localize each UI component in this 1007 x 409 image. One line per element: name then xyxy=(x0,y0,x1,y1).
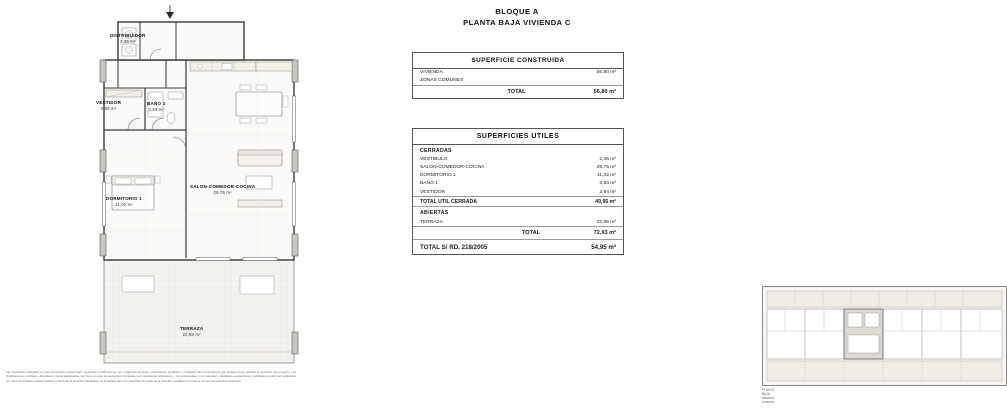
row-label: BAÑO 1 xyxy=(420,181,438,187)
legal-disclaimer: Las superficies reflejadas en este documento podrán sufrir pequeñas modificaciones por exigencias técnicas, urbanísticas, de diseño o cualquier otra circunstancia que pudiera surgir durante la ejecución del proyecto. Las distribuciones, mobiliario, decoración, zonas ajardinadas, así como el resto de elementos mostrados son meramente orientativos y no contractuales. Los materiales, calidades, equipamiento y acabados podrán ser sustituidos por otros de similares características a criterio de la dirección facultativa. La superficie útil es la superficie del suelo de la vivienda, medida por el interior de sus cerramientos exteriores. xyxy=(6,370,296,383)
rd-total-value: 54,95 m² xyxy=(591,244,616,252)
table-row xyxy=(413,163,623,171)
section-label: ABIERTAS xyxy=(420,210,449,217)
unit-name: PLANTA BAJA VIVIENDA C xyxy=(463,18,571,27)
row-label: VIVIENDA xyxy=(420,70,443,76)
built-area-title: SUPERFICIE CONSTRUIDA xyxy=(471,57,565,64)
table-row xyxy=(413,69,623,77)
row-value: 3,83 m² xyxy=(599,181,616,187)
room-label-dormitorio-1: DORMITORIO 1 11,02 m² xyxy=(106,196,143,208)
plan-title xyxy=(412,7,622,27)
floor-plan-drawing xyxy=(0,0,375,409)
table-row-subtotal xyxy=(413,197,623,207)
table-row xyxy=(413,180,623,188)
subtotal-value: 49,95 m² xyxy=(554,197,623,207)
room-label-bano-1: BAÑO 1 3,83 m² xyxy=(147,101,166,113)
row-label: VESTIBULO xyxy=(420,156,448,162)
table-row-rd-total xyxy=(413,240,623,255)
table-row xyxy=(413,172,623,180)
section-header-open xyxy=(413,207,623,218)
row-value: 22,98 m² xyxy=(554,218,623,227)
usable-area-box xyxy=(412,128,624,255)
key-plan-note: PLANTA BAJA · situación vivienda xyxy=(762,388,775,404)
table-row-total xyxy=(413,227,623,240)
total-value: 56,80 m² xyxy=(593,89,616,96)
info-panel xyxy=(378,0,775,409)
row-label: ZONAS COMUNES xyxy=(413,77,540,86)
table-row xyxy=(413,188,623,197)
floor-plan xyxy=(0,0,375,409)
row-label: TERRAZA xyxy=(413,218,554,227)
section-label: CERRADAS xyxy=(420,147,452,154)
total-label: TOTAL xyxy=(413,227,554,240)
room-label-vestidor: VESTIDOR 3,89 m² xyxy=(96,100,122,112)
subtotal-label: TOTAL UTIL CERRADA xyxy=(413,197,554,207)
built-area-table xyxy=(413,69,623,98)
row-label: VESTIDOR xyxy=(413,188,554,197)
table-row xyxy=(413,77,623,86)
total-value: 72,93 m² xyxy=(554,227,623,240)
row-value xyxy=(540,77,623,86)
section-header-closed xyxy=(413,145,623,156)
usable-area-table xyxy=(413,145,623,255)
table-row-total xyxy=(413,86,623,99)
row-value: 2,94 m² xyxy=(554,188,623,197)
built-area-box xyxy=(412,52,624,99)
row-value: 2,46 m² xyxy=(599,156,616,162)
row-value: 56,80 m² xyxy=(596,70,616,76)
room-label-salon-comedor-cocina: SALON-COMEDOR-COCINA 29,75 m² xyxy=(190,184,256,196)
row-value: 29,75 m² xyxy=(596,165,616,171)
key-plan-drawing xyxy=(763,287,1006,385)
room-label-distribuidor: DISTRIBUIDOR 2,46 m² xyxy=(110,33,146,45)
rd-total-label: TOTAL S/ RD. 218/2005 xyxy=(420,244,488,252)
table-row xyxy=(413,155,623,163)
row-label: DORMITORIO 1 xyxy=(420,173,456,179)
table-row xyxy=(413,218,623,227)
row-value: 11,02 m² xyxy=(597,173,616,179)
room-label-terraza: TERRAZA 22,98 m² xyxy=(180,326,204,338)
usable-area-title: SUPERFICIES UTILES xyxy=(476,133,560,140)
total-label: TOTAL xyxy=(507,89,526,96)
block-name: BLOQUE A xyxy=(495,7,539,16)
key-plan xyxy=(762,286,1007,386)
row-label: SALON-COMEDOR-COCINA xyxy=(420,165,485,171)
